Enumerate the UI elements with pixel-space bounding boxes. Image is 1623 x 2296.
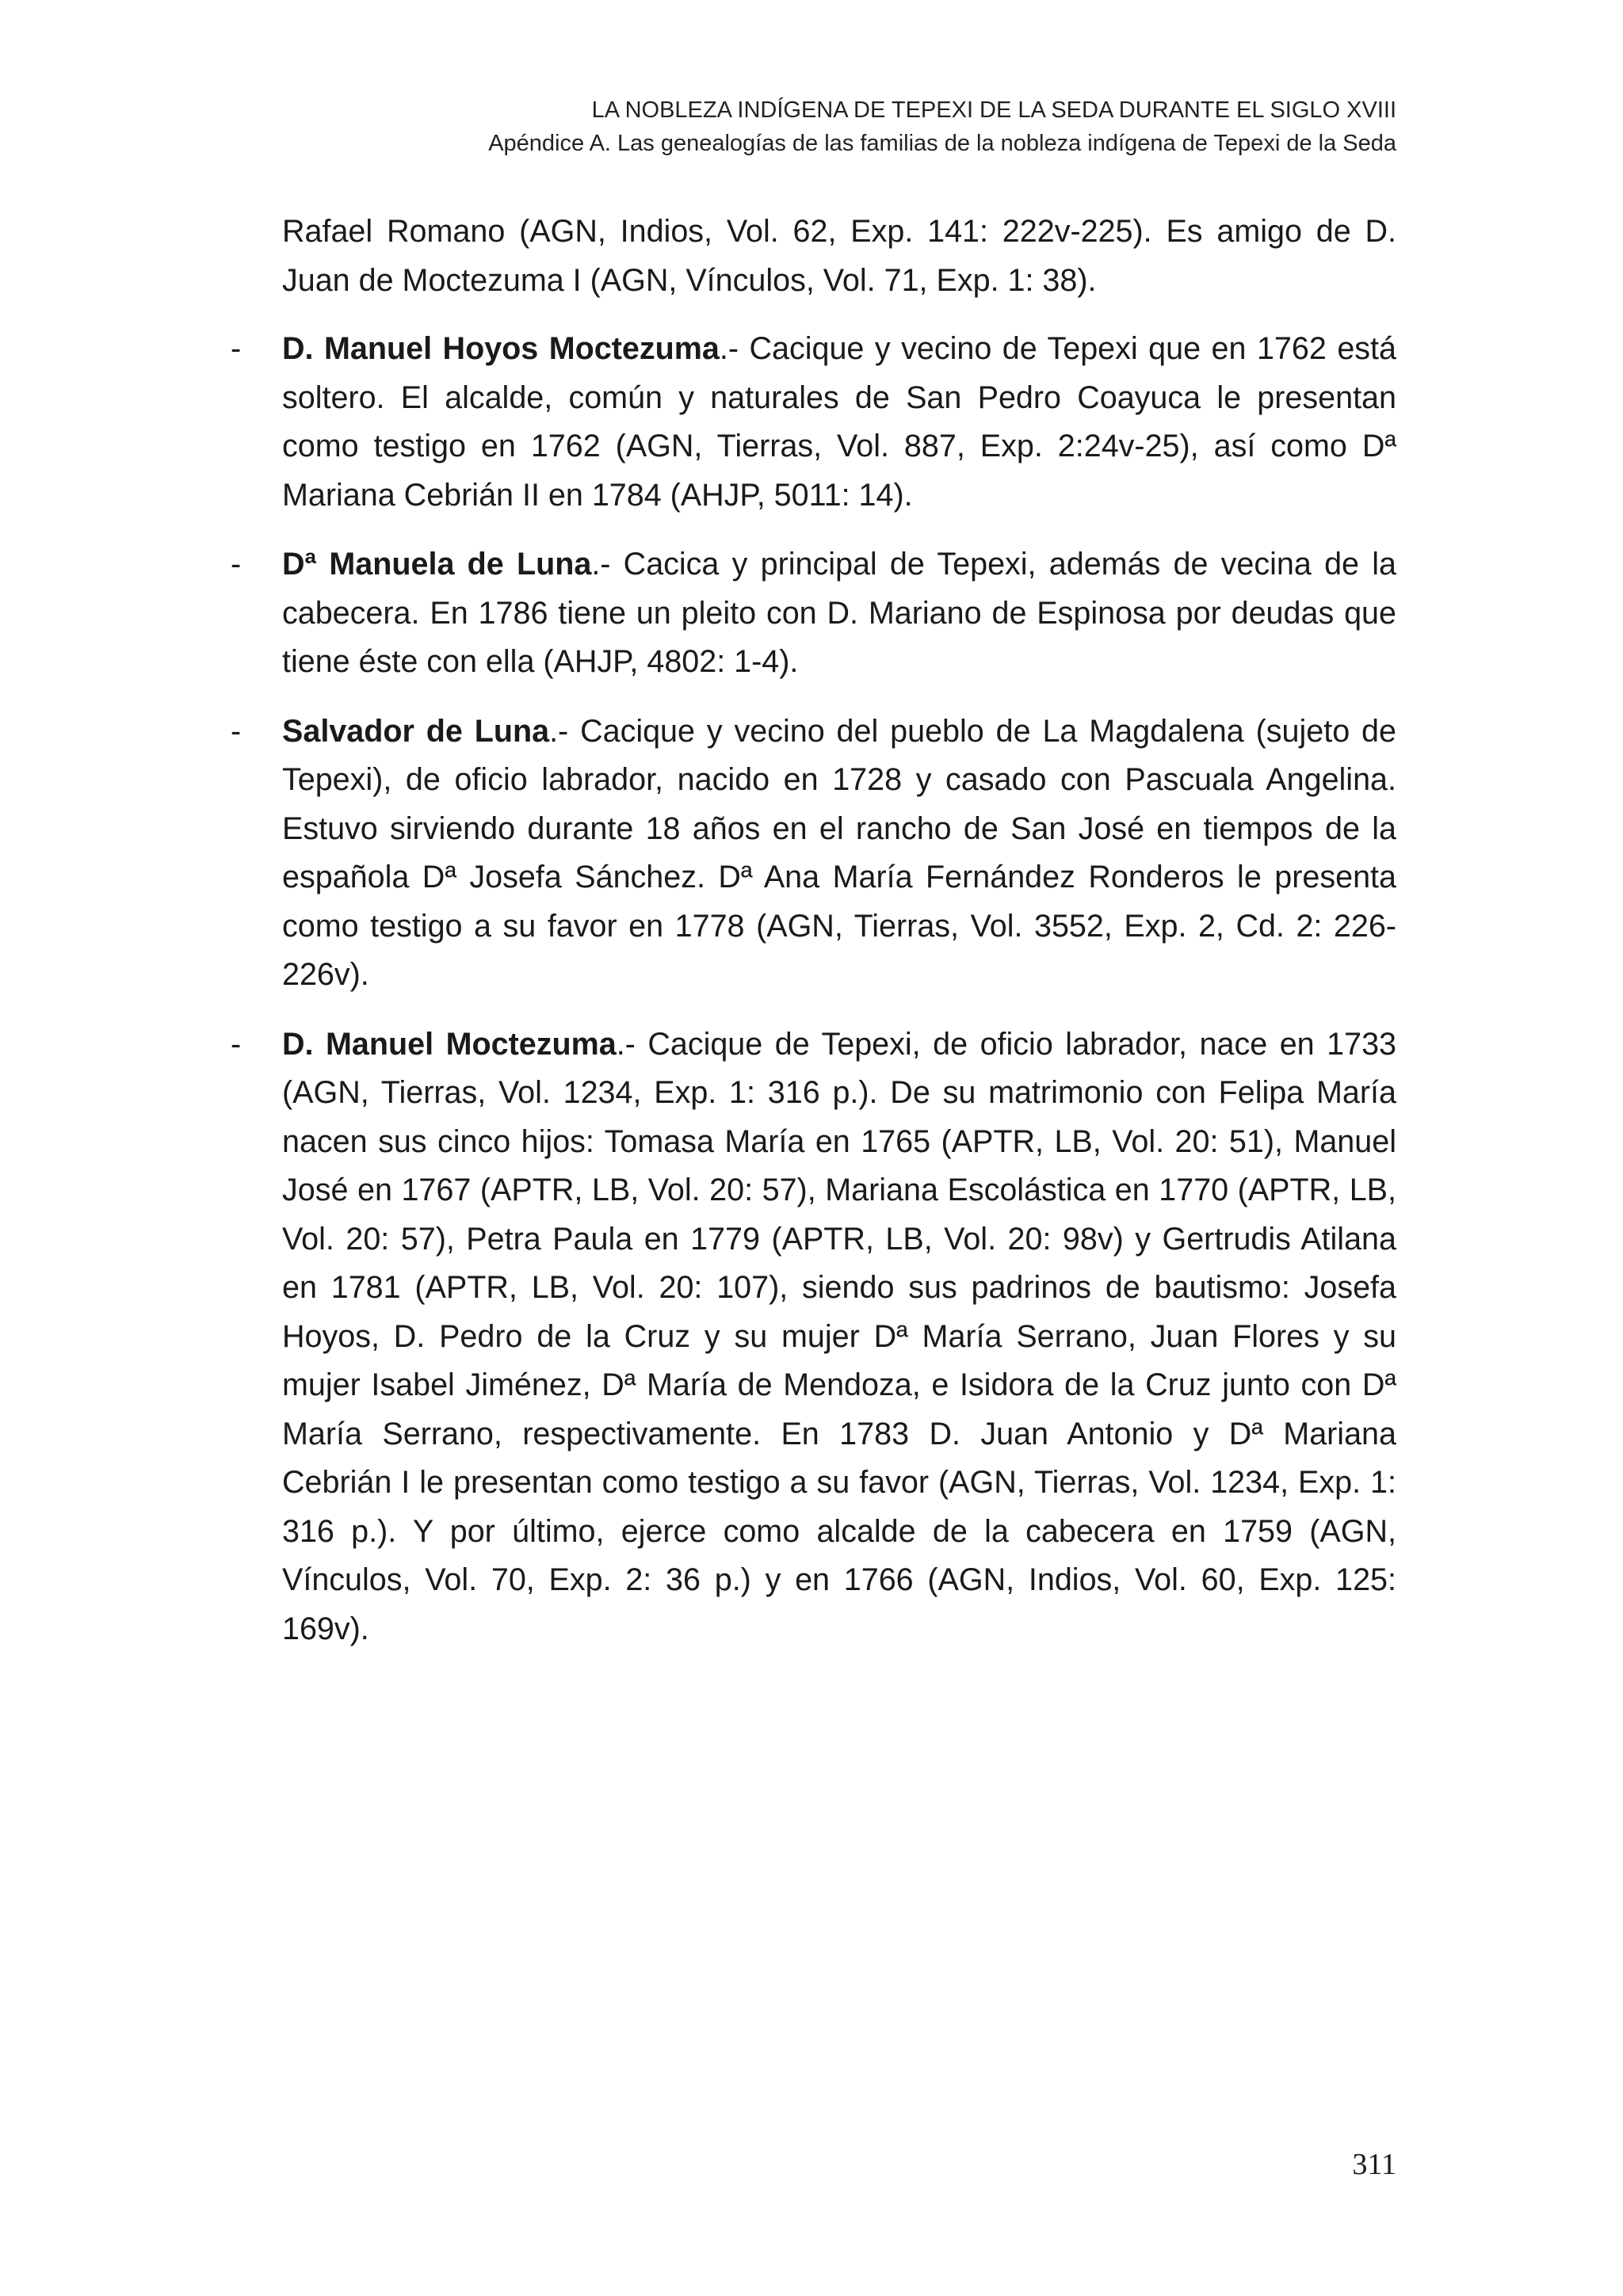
entry-manuela-de-luna — [231, 540, 1396, 687]
main-text — [231, 208, 1397, 1674]
list-dash: - — [231, 331, 242, 366]
entry-name: Dª Manuela de Luna — [282, 547, 592, 582]
entry-name: D. Manuel Moctezuma — [282, 1026, 617, 1062]
entry-name: D. Manuel Hoyos Moctezuma — [282, 331, 720, 366]
header-title: LA NOBLEZA INDÍGENA DE TEPEXI DE LA SEDA DURANTE EL SIGLO XVIII — [591, 97, 1396, 123]
entry-manuel-moctezuma — [231, 1020, 1397, 1654]
header-subtitle: Apéndice A. Las genealogías de las familias de la nobleza indígena de Tepexi de la Seda — [488, 131, 1396, 156]
entry-text: .- Cacique y vecino de Tepexi que en 1762 está soltero. El alcalde, común y naturales de San Pedro Coayuca le presentan como testigo en 1762 (AGN, Tierras, Vol. 887, Exp. 2:24v-25), así como Dª Mariana Cebrián II en 1784 (AHJP, 5011: 14). — [282, 331, 1396, 513]
entry-text: .- Cacica y principal de Tepexi, además de vecina de la cabecera. En 1786 tiene un pleito con D. Mariano de Espinosa por deudas que tiene éste con ella (AHJP, 4802: 1-4). — [282, 547, 1396, 679]
continuation-paragraph: Rafael Romano (AGN, Indios, Vol. 62, Exp. 141: 222v-225). Es amigo de D. Juan de Moctezuma I (AGN, Vínculos, Vol. 71, Exp. 1: 38). — [282, 214, 1396, 298]
entry-name: Salvador de Luna — [282, 713, 550, 749]
entry-manuel-hoyos-moctezuma — [231, 325, 1396, 520]
entry-text: .- Cacique de Tepexi, de oficio labrador, nace en 1733 (AGN, Tierras, Vol. 1234, Exp. 1: 316 p.). De su matrimonio con Felipa María nacen sus cinco hijos: Tomasa María en 1765 (APTR, LB, Vol. 20: 51), Manuel José en 1767 (APTR, LB, Vol. 20: 57), Mariana Escolástica en 1770 (APTR, LB, Vol. 20: 57), Petra Paula en 1779 (APTR, LB, Vol. 20: 98v) y Gertrudis Atilana en 1781 (APTR, LB, Vol. 20: 107), siendo sus padrinos de bautismo: Josefa Hoyos, D. Pedro de la Cruz y su mujer Dª María Serrano, Juan Flores y su mujer Isabel Jiménez, Dª María de Mendoza, e Isidora de la Cruz junto con Dª María Serrano, respectivamente. En 1783 D. Juan Antonio y Dª Mariana Cebrián I le presentan como testigo a su favor (AGN, Tierras, Vol. 1234, Exp. 1: 316 p.). Y por último, ejerce como alcalde de la cabecera en 1759 (AGN, Vínculos, Vol. 70, Exp. 2: 36 p.) y en 1766 (AGN, Indios, Vol. 60, Exp. 125: 169v). — [282, 1026, 1397, 1646]
entry-salvador-de-luna — [231, 707, 1396, 1000]
list-dash: - — [231, 713, 242, 749]
page-number: 311 — [1352, 2148, 1396, 2181]
list-dash: - — [231, 1026, 242, 1062]
running-header — [488, 93, 1396, 160]
list-dash: - — [231, 547, 242, 582]
entry-text: .- Cacique y vecino del pueblo de La Magdalena (sujeto de Tepexi), de oficio labrador, nacido en 1728 y casado con Pascuala Angelina. Estuvo sirviendo durante 18 años en el rancho de San José en tiempos de la española Dª Josefa Sánchez. Dª Ana María Fernández Ronderos le presenta como testigo a su favor en 1778 (AGN, Tierras, Vol. 3552, Exp. 2, Cd. 2: 226-226v). — [282, 713, 1396, 992]
